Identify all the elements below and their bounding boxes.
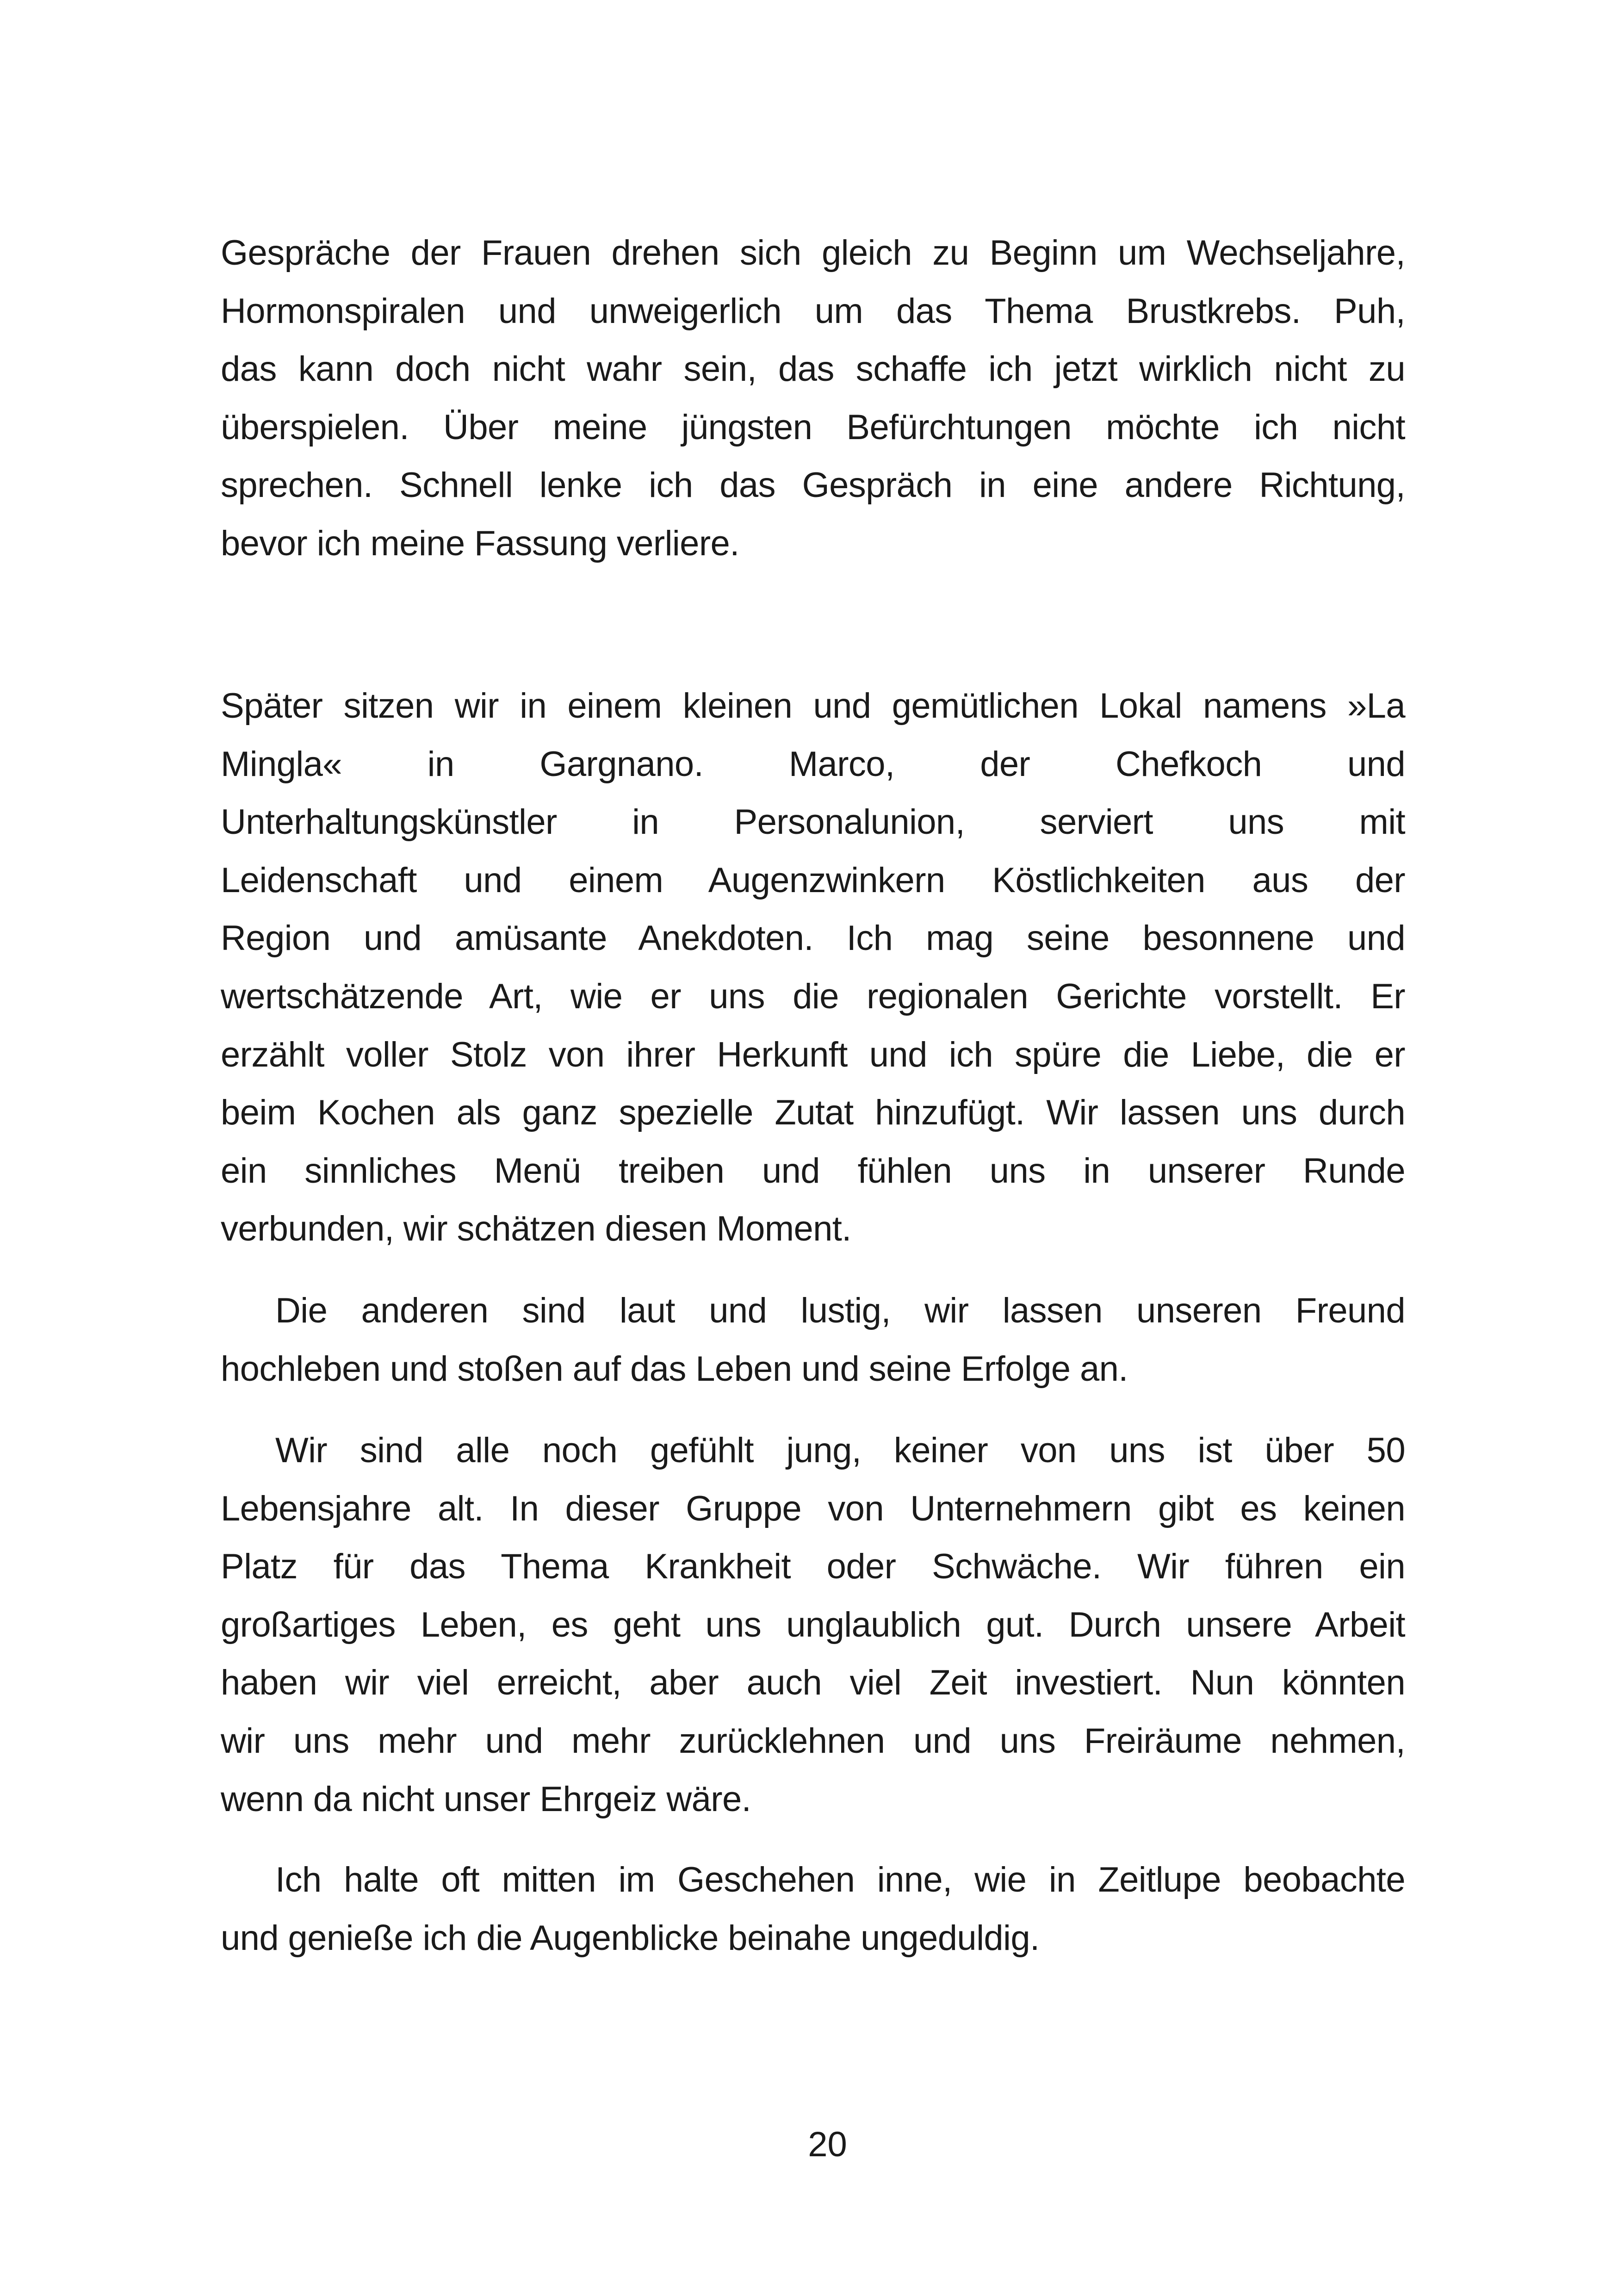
text-line: überspielen. Über meine jüngsten Befürchtungen möchte ich nicht bbox=[221, 407, 1405, 447]
text-line: und genieße ich die Augenblicke beinahe ungeduldig. bbox=[221, 1918, 1040, 1958]
paragraph-2 bbox=[221, 677, 1405, 1258]
text-line: ein sinnliches Menü treiben und fühlen uns in unserer Runde bbox=[221, 1151, 1405, 1191]
text-line: großartiges Leben, es geht uns unglaublich gut. Durch unsere Arbeit bbox=[221, 1605, 1405, 1644]
text-line: bevor ich meine Fassung verliere. bbox=[221, 523, 739, 563]
text-line: Unterhaltungskünstler in Personalunion, serviert uns mit bbox=[221, 802, 1405, 842]
text-line: das kann doch nicht wahr sein, das schaffe ich jetzt wirklich nicht zu bbox=[221, 349, 1405, 389]
text-line: Gespräche der Frauen drehen sich gleich zu Beginn um Wechseljahre, bbox=[221, 233, 1405, 273]
text-line: erzählt voller Stolz von ihrer Herkunft und ich spüre die Liebe, die er bbox=[221, 1035, 1405, 1074]
paragraph-1 bbox=[221, 224, 1405, 573]
paragraph-4 bbox=[221, 1421, 1405, 1828]
text-line: wertschätzende Art, wie er uns die regionalen Gerichte vorstellt. Er bbox=[221, 976, 1405, 1016]
text-line: hochleben und stoßen auf das Leben und seine Erfolge an. bbox=[221, 1349, 1128, 1389]
text-line: Später sitzen wir in einem kleinen und gemütlichen Lokal namens »La bbox=[221, 686, 1405, 726]
text-line: Platz für das Thema Krankheit oder Schwäche. Wir führen ein bbox=[221, 1547, 1405, 1587]
text-line: wenn da nicht unser Ehrgeiz wäre. bbox=[221, 1779, 751, 1819]
text-line: Die anderen sind laut und lustig, wir lassen unseren Freund bbox=[275, 1291, 1405, 1330]
text-line: Wir sind alle noch gefühlt jung, keiner von uns ist über 50 bbox=[275, 1431, 1405, 1470]
text-line: Mingla« in Gargnano. Marco, der Chefkoch und bbox=[221, 744, 1405, 784]
text-line: Leidenschaft und einem Augenzwinkern Köstlichkeiten aus der bbox=[221, 860, 1405, 900]
paragraph-3 bbox=[221, 1282, 1405, 1398]
page-number: 20 bbox=[808, 2125, 847, 2164]
text-line: beim Kochen als ganz spezielle Zutat hinzufügt. Wir lassen uns durch bbox=[221, 1093, 1405, 1133]
paragraph-5 bbox=[221, 1851, 1405, 1967]
text-line: Lebensjahre alt. In dieser Gruppe von Unternehmern gibt es keinen bbox=[221, 1489, 1405, 1528]
text-line: verbunden, wir schätzen diesen Moment. bbox=[221, 1209, 851, 1249]
text-line: wir uns mehr und mehr zurücklehnen und uns Freiräume nehmen, bbox=[221, 1721, 1405, 1761]
text-line: Ich halte oft mitten im Geschehen inne, wie in Zeitlupe beobachte bbox=[275, 1860, 1405, 1899]
text-line: haben wir viel erreicht, aber auch viel Zeit investiert. Nun könnten bbox=[221, 1663, 1405, 1703]
text-line: Hormonspiralen und unweigerlich um das Thema Brustkrebs. Puh, bbox=[221, 291, 1405, 331]
text-line: sprechen. Schnell lenke ich das Gespräch in eine andere Richtung, bbox=[221, 465, 1405, 505]
text-line: Region und amüsante Anekdoten. Ich mag seine besonnene und bbox=[221, 918, 1405, 958]
